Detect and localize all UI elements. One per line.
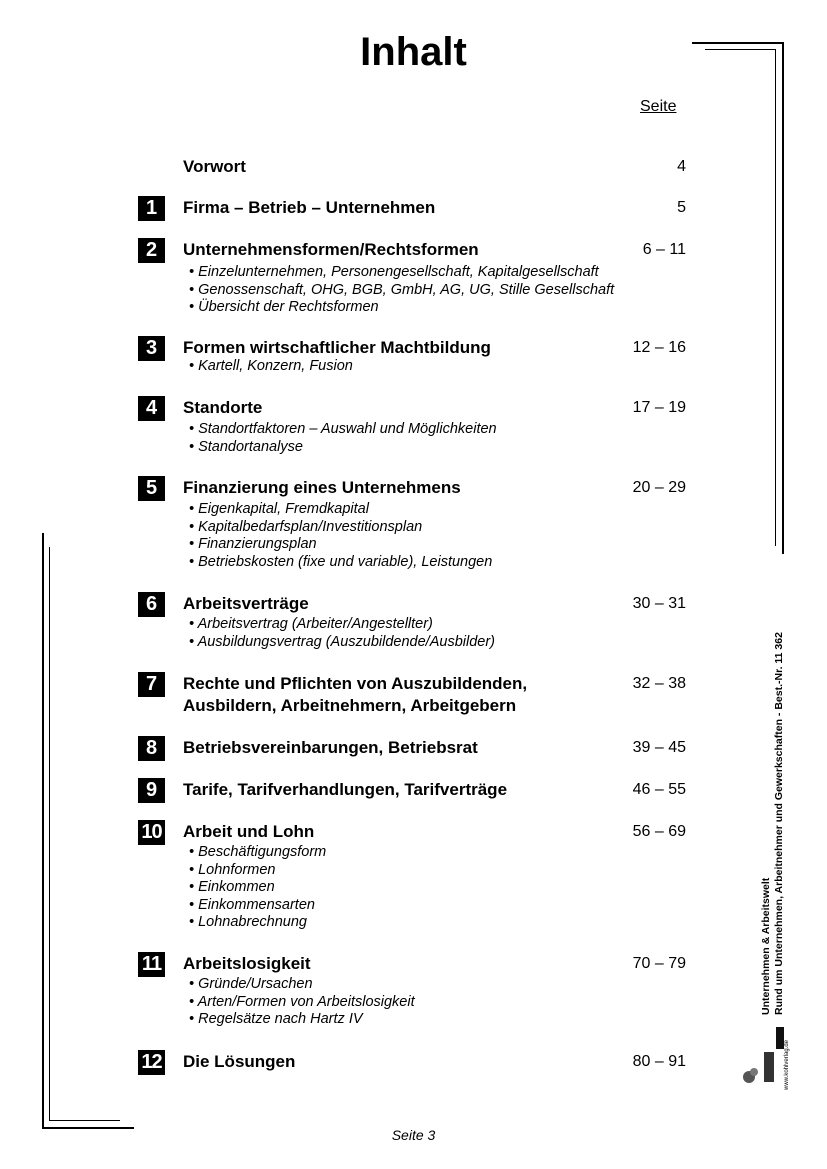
toc-heading: Die Lösungen — [183, 1052, 296, 1071]
toc-subitem: • Arbeitsvertrag (Arbeiter/Angestellter) — [189, 616, 433, 632]
toc-subitem: • Übersicht der Rechtsformen — [189, 299, 379, 315]
publisher-logo-icon — [740, 1022, 790, 1092]
toc-heading: Rechte und Pflichten von Auszubildenden, — [183, 674, 528, 693]
toc-pages: 12 – 16 — [632, 339, 686, 356]
toc-subitem: • Einzelunternehmen, Personengesellschaft, Kapitalgesellschaft — [189, 264, 599, 280]
page-footer: Seite 3 — [391, 1127, 436, 1143]
chapter-number-badge: 7 — [138, 672, 165, 697]
toc-subitem: • Beschäftigungsform — [189, 844, 327, 860]
toc-heading: Arbeitsverträge — [183, 594, 309, 613]
toc-pages: 46 – 55 — [632, 781, 686, 798]
toc-pages: 70 – 79 — [632, 955, 686, 972]
page-title: Inhalt — [360, 30, 467, 74]
side-imprint-line: Rund um Unternehmen, Arbeitnehmer und Gewerkschaften - Best.-Nr. 11 362 — [773, 632, 785, 1015]
chapter-number-badge: 2 — [138, 238, 165, 263]
toc-heading: Formen wirtschaftlicher Machtbildung — [183, 338, 491, 357]
toc-pages: 32 – 38 — [632, 675, 686, 692]
toc-pages: 39 – 45 — [632, 739, 686, 756]
toc-subitem: • Standortfaktoren – Auswahl und Möglichkeiten — [189, 421, 497, 437]
toc-subitems — [189, 501, 492, 571]
toc-subitem: • Gründe/Ursachen — [189, 976, 313, 992]
toc-pages: 4 — [677, 158, 686, 175]
toc-pages: 6 – 11 — [642, 241, 686, 258]
toc-heading: Firma – Betrieb – Unternehmen — [183, 198, 436, 217]
toc-heading: Finanzierung eines Unternehmens — [183, 478, 461, 497]
toc-subitem: • Eigenkapital, Fremdkapital — [189, 501, 369, 517]
toc-heading-line2: Ausbildern, Arbeitnehmern, Arbeitgebern — [183, 696, 517, 715]
toc-subitem: • Kartell, Konzern, Fusion — [189, 358, 353, 374]
toc-subitem: • Genossenschaft, OHG, BGB, GmbH, AG, UG, Stille Gesellschaft — [189, 281, 615, 298]
toc-subitem: • Einkommensarten — [189, 896, 315, 913]
toc-heading: Vorwort — [183, 157, 246, 176]
publisher-url: www.kohlverlag.de — [784, 1039, 790, 1090]
toc-subitems — [189, 421, 497, 456]
toc-heading: Betriebsvereinbarungen, Betriebsrat — [183, 738, 478, 757]
chapter-number-badge: 1 — [138, 196, 165, 221]
toc-pages: 56 – 69 — [632, 823, 686, 840]
toc-subitems — [189, 264, 614, 317]
toc-pages: 30 – 31 — [632, 595, 686, 612]
toc-heading: Tarife, Tarifverhandlungen, Tarifverträge — [183, 780, 508, 799]
page-column-header: Seite — [640, 98, 677, 115]
toc-subitem: • Betriebskosten (fixe und variable), Leistungen — [189, 553, 493, 570]
toc-subitems — [189, 358, 353, 376]
toc-subitem: • Finanzierungsplan — [189, 536, 317, 552]
chapter-number-badge: 4 — [138, 396, 165, 421]
toc-subitem: • Arten/Formen von Arbeitslosigkeit — [189, 993, 415, 1010]
toc-subitem: • Lohnabrechnung — [189, 914, 307, 930]
toc-heading: Standorte — [183, 398, 263, 417]
toc-pages: 5 — [677, 199, 686, 216]
toc-subitem: • Lohnformen — [189, 861, 276, 878]
side-imprint-line: Unternehmen & Arbeitswelt — [760, 877, 772, 1015]
toc-subitems — [189, 976, 415, 1029]
chapter-number-badge: 5 — [138, 476, 165, 501]
chapter-number-badge: 12 — [138, 1050, 165, 1075]
toc-subitem: • Regelsätze nach Hartz IV — [189, 1011, 363, 1027]
toc-heading: Unternehmensformen/Rechtsformen — [183, 240, 479, 259]
toc-pages: 17 – 19 — [632, 399, 686, 416]
toc-pages: 80 – 91 — [632, 1053, 686, 1070]
chapter-number-badge: 10 — [138, 820, 165, 845]
chapter-number-badge: 9 — [138, 778, 165, 803]
chapter-number-badge: 3 — [138, 336, 165, 361]
toc-subitem: • Einkommen — [189, 879, 275, 895]
decorative-frame-inner — [49, 547, 120, 1121]
toc-subitem: • Ausbildungsvertrag (Auszubildende/Ausbilder) — [189, 633, 495, 650]
decorative-frame-inner — [705, 49, 776, 546]
toc-pages: 20 – 29 — [632, 479, 686, 496]
toc-heading: Arbeitslosigkeit — [183, 954, 311, 973]
side-imprint — [760, 632, 786, 1015]
toc-subitem: • Kapitalbedarfsplan/Investitionsplan — [189, 518, 423, 535]
toc-subitems — [189, 616, 495, 651]
chapter-number-badge: 11 — [138, 952, 165, 977]
chapter-number-badge: 8 — [138, 736, 165, 761]
toc-subitems — [189, 844, 326, 932]
toc-subitem: • Standortanalyse — [189, 438, 303, 455]
chapter-number-badge: 6 — [138, 592, 165, 617]
toc-heading: Arbeit und Lohn — [183, 822, 315, 841]
